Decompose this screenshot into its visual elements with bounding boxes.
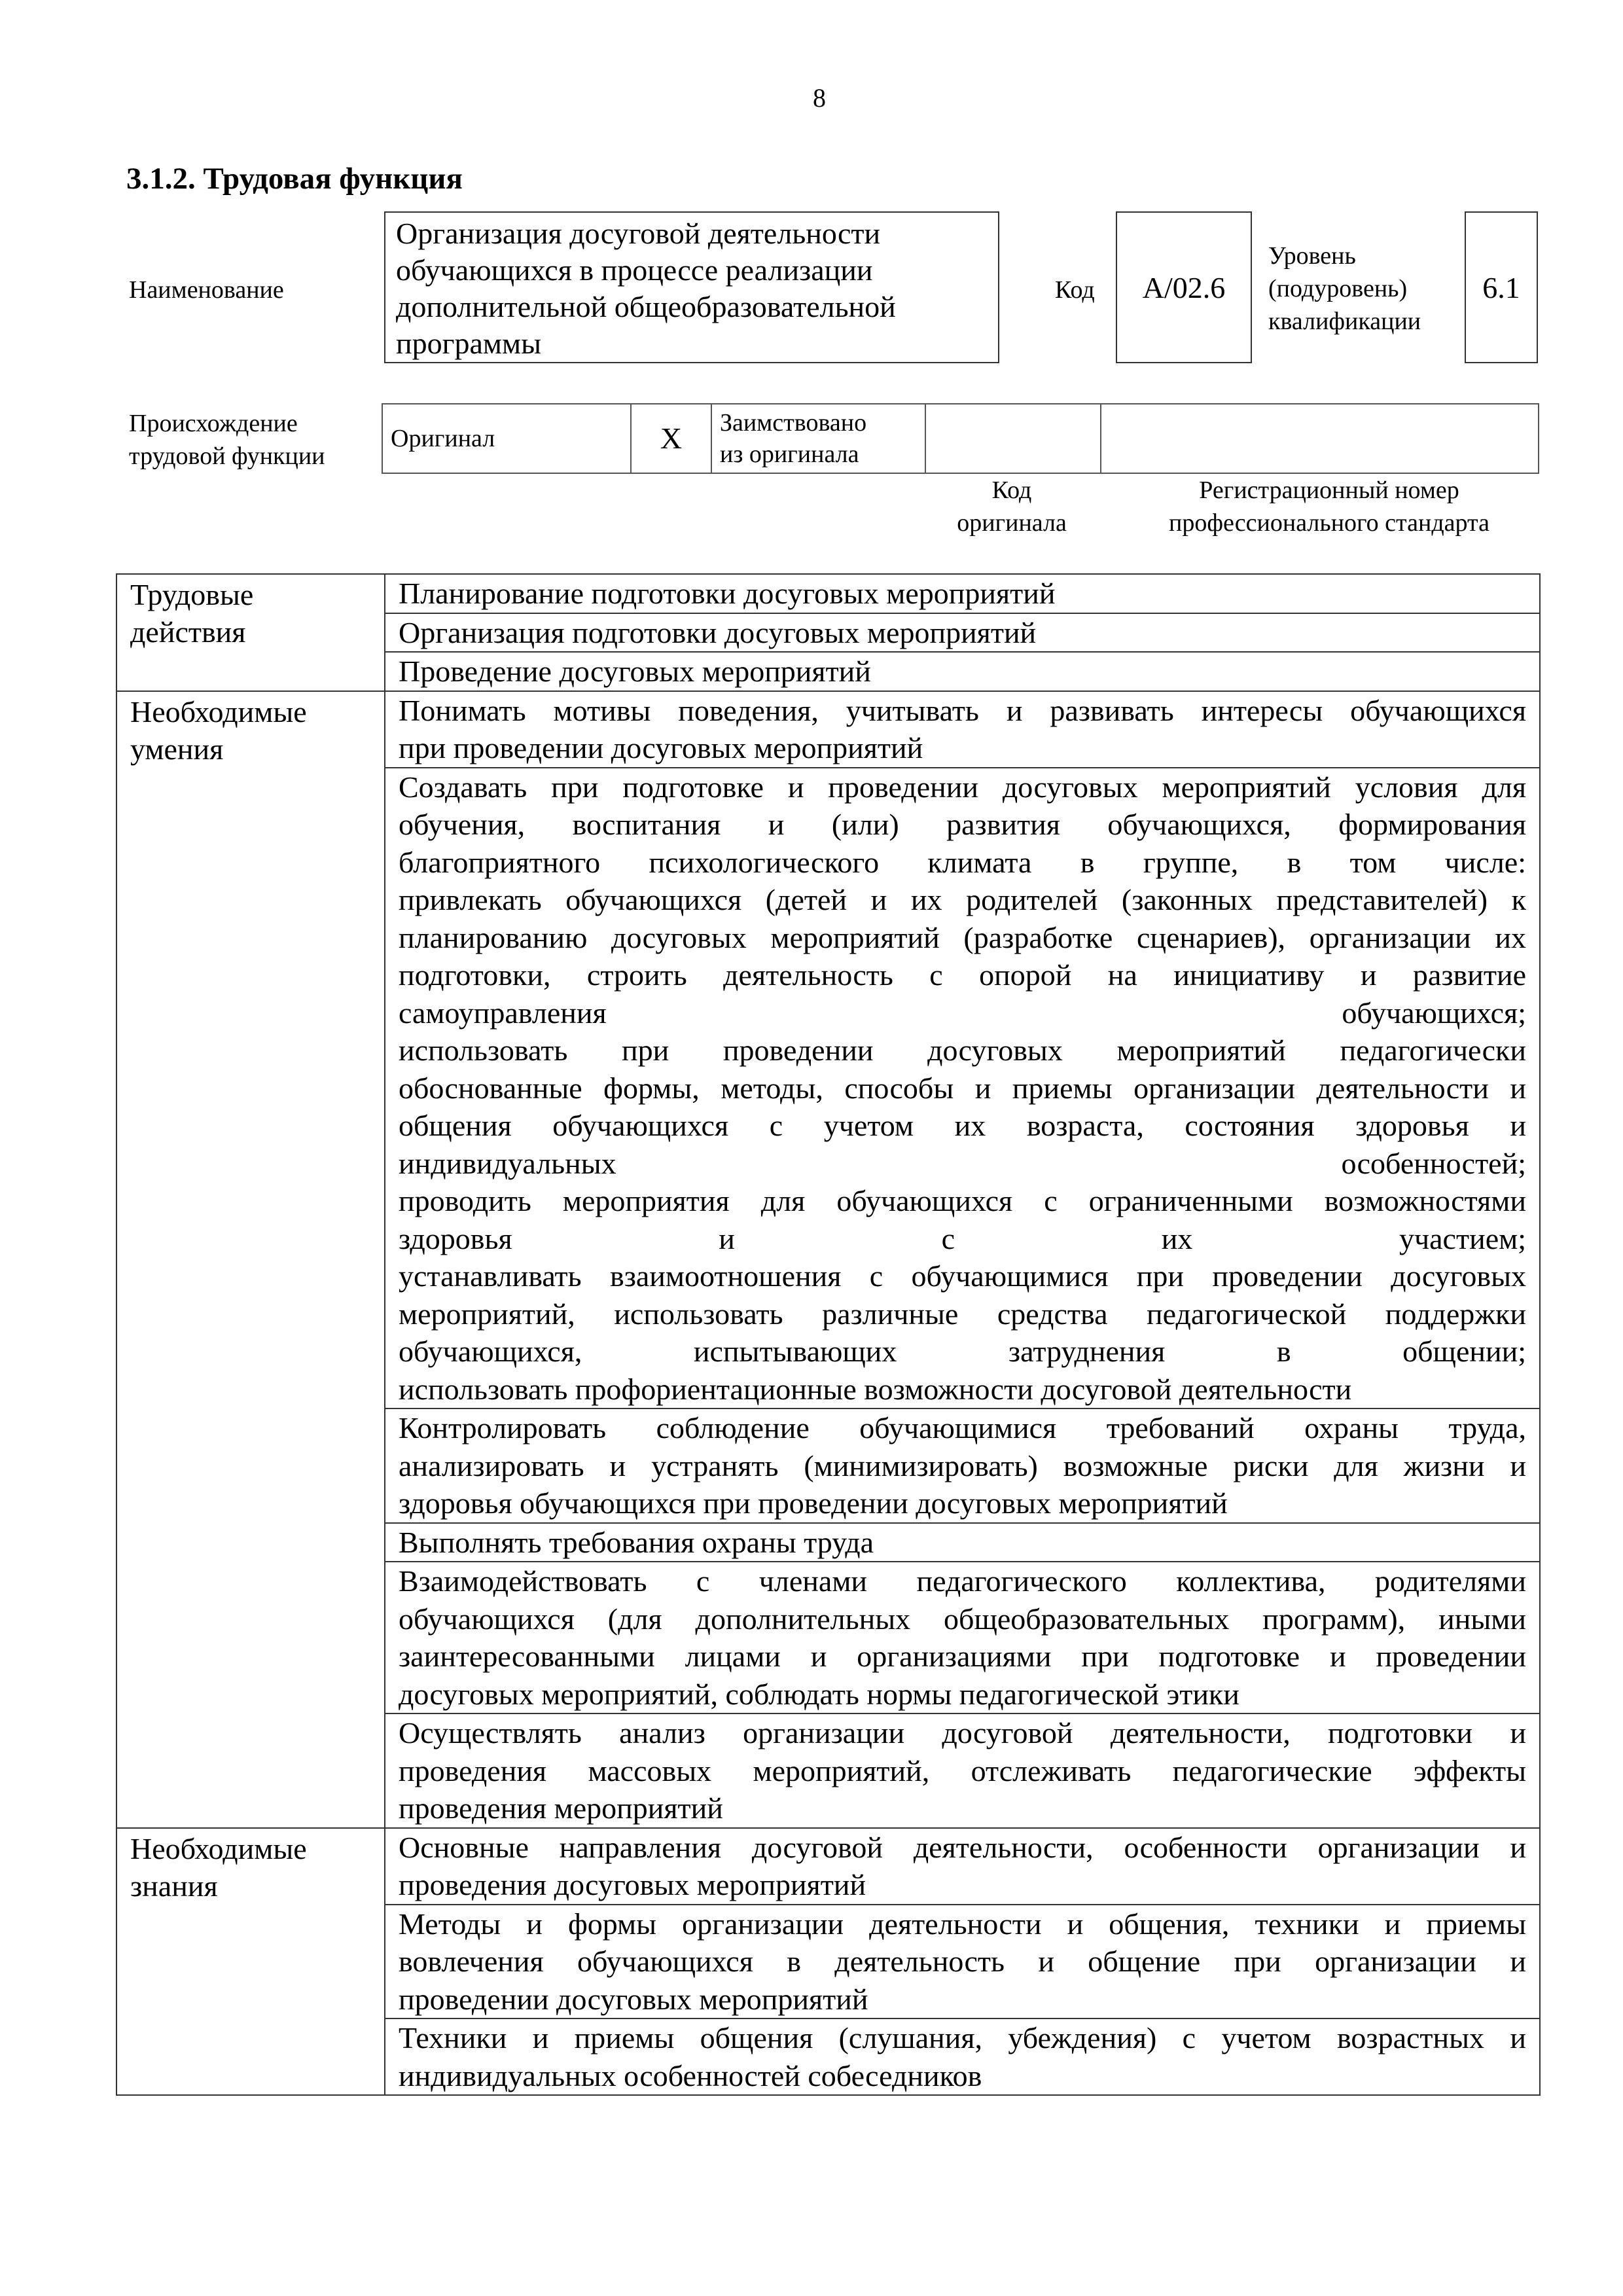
- item-text-line: использовать при проведении досуговых мероприятий педагогически: [399, 1033, 1526, 1067]
- item-text-line: благоприятного психологического климата в группе, в том числе:: [399, 845, 1526, 879]
- level-label-line: квалификации: [1268, 308, 1421, 335]
- item-text-line: досуговых мероприятий, соблюдать нормы педагогической этики: [399, 1677, 1240, 1711]
- origin-label-line: Происхождение: [129, 410, 298, 437]
- item-text-line: устанавливать взаимоотношения с обучающимися при проведении досуговых: [399, 1259, 1526, 1293]
- item-text-line: проводить мероприятия для обучающихся с ограниченными возможностями: [399, 1184, 1526, 1217]
- knowledge-item-cell: [385, 2018, 1540, 2095]
- item-text-line: проведения досуговых мероприятий: [399, 1868, 866, 1901]
- item-text-line: самоуправления обучающихся;: [399, 996, 1526, 1030]
- item-text-line: Планирование подготовки досуговых мероприятий: [399, 577, 1056, 610]
- item-text-line: Методы и формы организации деятельности и общения, техники и приемы: [399, 1907, 1526, 1941]
- item-text-line: Контролировать соблюдение обучающимися требований охраны труда,: [399, 1411, 1526, 1444]
- page-number: 8: [813, 83, 826, 113]
- function-name-line: Организация досуговой деятельности: [396, 217, 881, 250]
- name-label: Наименование: [129, 276, 284, 304]
- caption-line: Код: [991, 476, 1032, 504]
- actions-item-cell: [385, 652, 1540, 691]
- item-text-line: Понимать мотивы поведения, учитывать и развивать интересы обучающихся: [399, 693, 1526, 727]
- item-text-line: обучающихся, испытывающих затруднения в общении;: [399, 1335, 1526, 1368]
- item-text-line: Выполнять требования охраны труда: [399, 1525, 874, 1559]
- origin-table: [382, 403, 1539, 474]
- level-label-line: (подуровень): [1268, 275, 1408, 302]
- code-box: [1116, 211, 1252, 363]
- code-value: А/02.6: [1142, 270, 1226, 304]
- item-text-line: Взаимодействовать с членами педагогического коллектива, родителями: [399, 1564, 1526, 1598]
- table-row: [116, 574, 1540, 613]
- skills-item-cell: [385, 1408, 1540, 1523]
- table-row: [116, 691, 1540, 768]
- skills-item-cell: [385, 1713, 1540, 1828]
- item-text-line: здоровья и с их участием;: [399, 1221, 1526, 1255]
- borrowed-label-cell: [711, 404, 925, 473]
- item-text-line: общения обучающихся с учетом их возраста, состояния здоровья и: [399, 1109, 1526, 1142]
- caption-line: профессионального стандарта: [1169, 509, 1489, 537]
- function-name-line: программы: [396, 327, 542, 360]
- item-text-line: Техники и приемы общения (слушания, убеждения) с учетом возрастных и: [399, 2021, 1526, 2054]
- item-text-line: анализировать и устранять (минимизировать) возможные риски для жизни и: [399, 1448, 1526, 1482]
- item-text-line: Организация подготовки досуговых мероприятий: [399, 615, 1037, 649]
- item-text-line: подготовки, строить деятельность с опорой на инициативу и развитие: [399, 958, 1526, 992]
- original-mark-cell: X: [631, 404, 711, 473]
- skills-item-cell: [385, 1562, 1540, 1713]
- section-heading: 3.1.2. Трудовая функция: [126, 162, 463, 196]
- item-text-line: при проведении досуговых мероприятий: [399, 731, 923, 764]
- caption-line: оригинала: [957, 509, 1067, 537]
- item-text-line: проведении досуговых мероприятий: [399, 1982, 868, 2016]
- skills-item-cell: [385, 1523, 1540, 1562]
- function-name-box: [384, 211, 999, 363]
- item-text-line: обучающихся (для дополнительных общеобразовательных программ), иными: [399, 1602, 1526, 1636]
- caption-line: Регистрационный номер: [1199, 476, 1459, 504]
- item-text-line: Проведение досуговых мероприятий: [399, 655, 871, 688]
- original-code-cell: [925, 404, 1101, 473]
- item-text-line: проведения массовых мероприятий, отслеживать педагогические эффекты: [399, 1753, 1526, 1787]
- item-text-line: планированию досуговых мероприятий (разработке сценариев), организации их: [399, 920, 1526, 954]
- item-text-line: индивидуальных особенностей;: [399, 1146, 1526, 1180]
- code-label: Код: [1055, 276, 1095, 304]
- skills-item-cell: [385, 691, 1540, 768]
- section-label-line: Необходимые: [130, 1831, 307, 1865]
- actions-item-cell: [385, 574, 1540, 613]
- section-label-line: Трудовые: [130, 578, 254, 611]
- item-text-line: мероприятий, использовать различные средства педагогической поддержки: [399, 1297, 1526, 1331]
- skills-label-cell: [116, 691, 385, 1828]
- item-text-line: Основные направления досуговой деятельности, особенности организации и: [399, 1830, 1526, 1864]
- reg-number-cell: [1101, 404, 1539, 473]
- item-text-line: обоснованные формы, методы, способы и приемы организации деятельности и: [399, 1071, 1526, 1105]
- item-text-line: здоровья обучающихся при проведении досуговых мероприятий: [399, 1486, 1228, 1520]
- reg-number-caption: [1120, 474, 1539, 539]
- table-row: [116, 1828, 1540, 1905]
- item-text-line: заинтересованными лицами и организациями при подготовке и проведении: [399, 1640, 1526, 1673]
- item-text-line: обучения, воспитания и (или) развития обучающихся, формирования: [399, 808, 1526, 841]
- borrowed-label-line: Заимствовано: [720, 409, 867, 437]
- borrowed-label-line: из оригинала: [720, 440, 859, 468]
- item-text-line: Создавать при подготовке и проведении досуговых мероприятий условия для: [399, 770, 1526, 804]
- section-label-line: Необходимые: [130, 694, 307, 728]
- level-label-line: Уровень: [1268, 242, 1356, 270]
- original-label-cell: Оригинал: [382, 404, 631, 473]
- origin-label: [129, 407, 325, 473]
- item-text-line: Осуществлять анализ организации досуговой деятельности, подготовки и: [399, 1716, 1526, 1749]
- knowledge-item-cell: [385, 1905, 1540, 2019]
- original-code-caption: [904, 474, 1120, 539]
- section-label-line: действия: [130, 615, 246, 649]
- origin-label-line: трудовой функции: [129, 442, 325, 470]
- section-label-line: знания: [130, 1869, 218, 1903]
- knowledge-label-cell: [116, 1828, 385, 2096]
- section-label-line: умения: [130, 732, 224, 766]
- item-text-line: проведения мероприятий: [399, 1791, 723, 1825]
- function-name-line: дополнительной общеобразовательной: [396, 290, 896, 323]
- item-text-line: привлекать обучающихся (детей и их родителей (законных представителей) к: [399, 883, 1526, 916]
- knowledge-item-cell: [385, 1828, 1540, 1905]
- item-text-line: индивидуальных особенностей собеседников: [399, 2058, 982, 2092]
- actions-label-cell: [116, 574, 385, 691]
- main-table: [116, 573, 1541, 2096]
- level-box: [1465, 211, 1538, 363]
- level-value: 6.1: [1482, 270, 1520, 304]
- item-text-line: использовать профориентационные возможности досуговой деятельности: [399, 1372, 1352, 1406]
- function-name-line: обучающихся в процессе реализации: [396, 253, 873, 287]
- skills-item-cell: [385, 768, 1540, 1409]
- level-label: [1268, 240, 1421, 338]
- actions-item-cell: [385, 613, 1540, 653]
- item-text-line: вовлечения обучающихся в деятельность и общение при организации и: [399, 1945, 1526, 1978]
